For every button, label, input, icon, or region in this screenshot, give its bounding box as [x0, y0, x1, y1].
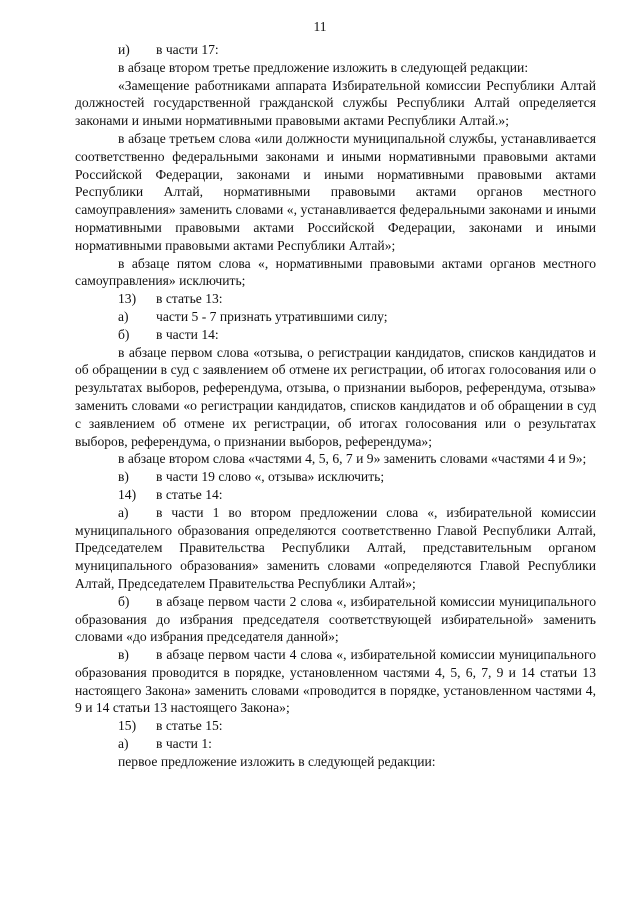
list-item-paragraph	[75, 646, 596, 717]
paragraph: в абзаце пятом слова «, нормативными правовыми актами органов местного самоуправления» исключить;	[75, 255, 596, 289]
item-marker: б)	[118, 326, 130, 342]
item-text: в части 1:	[156, 736, 212, 752]
item-text: в статье 14:	[156, 486, 223, 502]
item-marker: 14)	[118, 486, 137, 502]
item-text: в части 19 слово «, отзыва» исключить;	[156, 469, 385, 485]
item-text: в статье 15:	[156, 718, 223, 734]
list-item	[75, 486, 596, 504]
item-text: в части 1 во втором предложении слова «, избирательной комиссии муниципального образования определяются соответственно Главой Республики Алтай, Председателем Правительства Республики Алтай, представительным органом муниципального образования» заменить словами «определяются Главой Республики Алтай, Председателем Правительства Республики Алтай»;	[75, 504, 596, 591]
paragraph: в абзаце первом слова «отзыва, о регистрации кандидатов, списков кандидатов и об обращении в суд с заявлением об отмене их регистрации, об итогах голосования или о результатах выборов, референдума, отзыва, о признании выборов, референдума, отзыва» заменить словами «о регистрации кандидатов, списков кандидатов и об обращении в суд с заявлением об отмене их регистрации, об итогах голосования или о результатах выборов, референдума, о признании выборов, референдума»;	[75, 344, 596, 449]
item-marker: а)	[118, 504, 129, 520]
item-text: в абзаце первом части 4 слова «, избирательной комиссии муниципального образования проводится в порядке, установленном частями 4, 5, 6, 7, 9 и 14 статьи 13 настоящего Закона» заменить словами «проводится в порядке, установленном частями 4, 9 и 14 статьи 13 настоящего Закона»;	[75, 647, 596, 716]
item-text: в абзаце первом части 2 слова «, избирательной комиссии муниципального образования до избрания председателя соответствующей избирательной» заменить словами «до избрания председателя данной»;	[75, 593, 596, 645]
list-item	[75, 308, 596, 326]
list-item	[75, 717, 596, 735]
item-marker: а)	[118, 308, 129, 324]
item-text: части 5 - 7 признать утратившими силу;	[156, 308, 388, 324]
paragraph: в абзаце втором третье предложение изложить в следующей редакции:	[118, 59, 529, 75]
item-text: в статье 13:	[156, 291, 223, 307]
item-marker: а)	[118, 736, 129, 752]
document-body	[75, 41, 596, 771]
paragraph: в абзаце третьем слова «или должности муниципальной службы, устанавливается соответственно федеральными законами и иными нормативными правовыми актами Российской Федерации, законами и иными нормативными правовыми актами Республики Алтай, нормативными правовыми актами органов местного самоуправления» заменить словами «, устанавливается федеральными законами и иными нормативными правовыми актами Российской Федерации, законами и иными нормативными правовыми актами Республики Алтай»;	[75, 130, 596, 253]
item-text: в части 17:	[156, 42, 219, 57]
item-text: в части 14:	[156, 326, 219, 342]
list-item-paragraph	[75, 593, 596, 646]
list-item	[75, 326, 596, 344]
item-marker: 13)	[118, 291, 137, 307]
list-item	[75, 290, 596, 308]
list-item	[75, 41, 596, 59]
paragraph: в абзаце втором слова «частями 4, 5, 6, 7 и 9» заменить словами «частями 4 и 9»;	[118, 451, 587, 467]
list-item-paragraph	[75, 504, 596, 593]
item-marker: 15)	[118, 718, 137, 734]
paragraph: «Замещение работниками аппарата Избирательной комиссии Республики Алтай должностей государственной гражданской службы Республики Алтай определяется законами и иными нормативными правовыми актами Республики Алтай.»;	[75, 77, 596, 129]
list-item	[75, 735, 596, 753]
item-marker: б)	[118, 593, 130, 609]
item-marker: в)	[118, 469, 129, 485]
item-marker: в)	[118, 647, 129, 663]
paragraph: первое предложение изложить в следующей редакции:	[118, 753, 436, 769]
list-item	[75, 468, 596, 486]
item-marker: и)	[118, 42, 130, 57]
page-number: 11	[313, 19, 327, 34]
